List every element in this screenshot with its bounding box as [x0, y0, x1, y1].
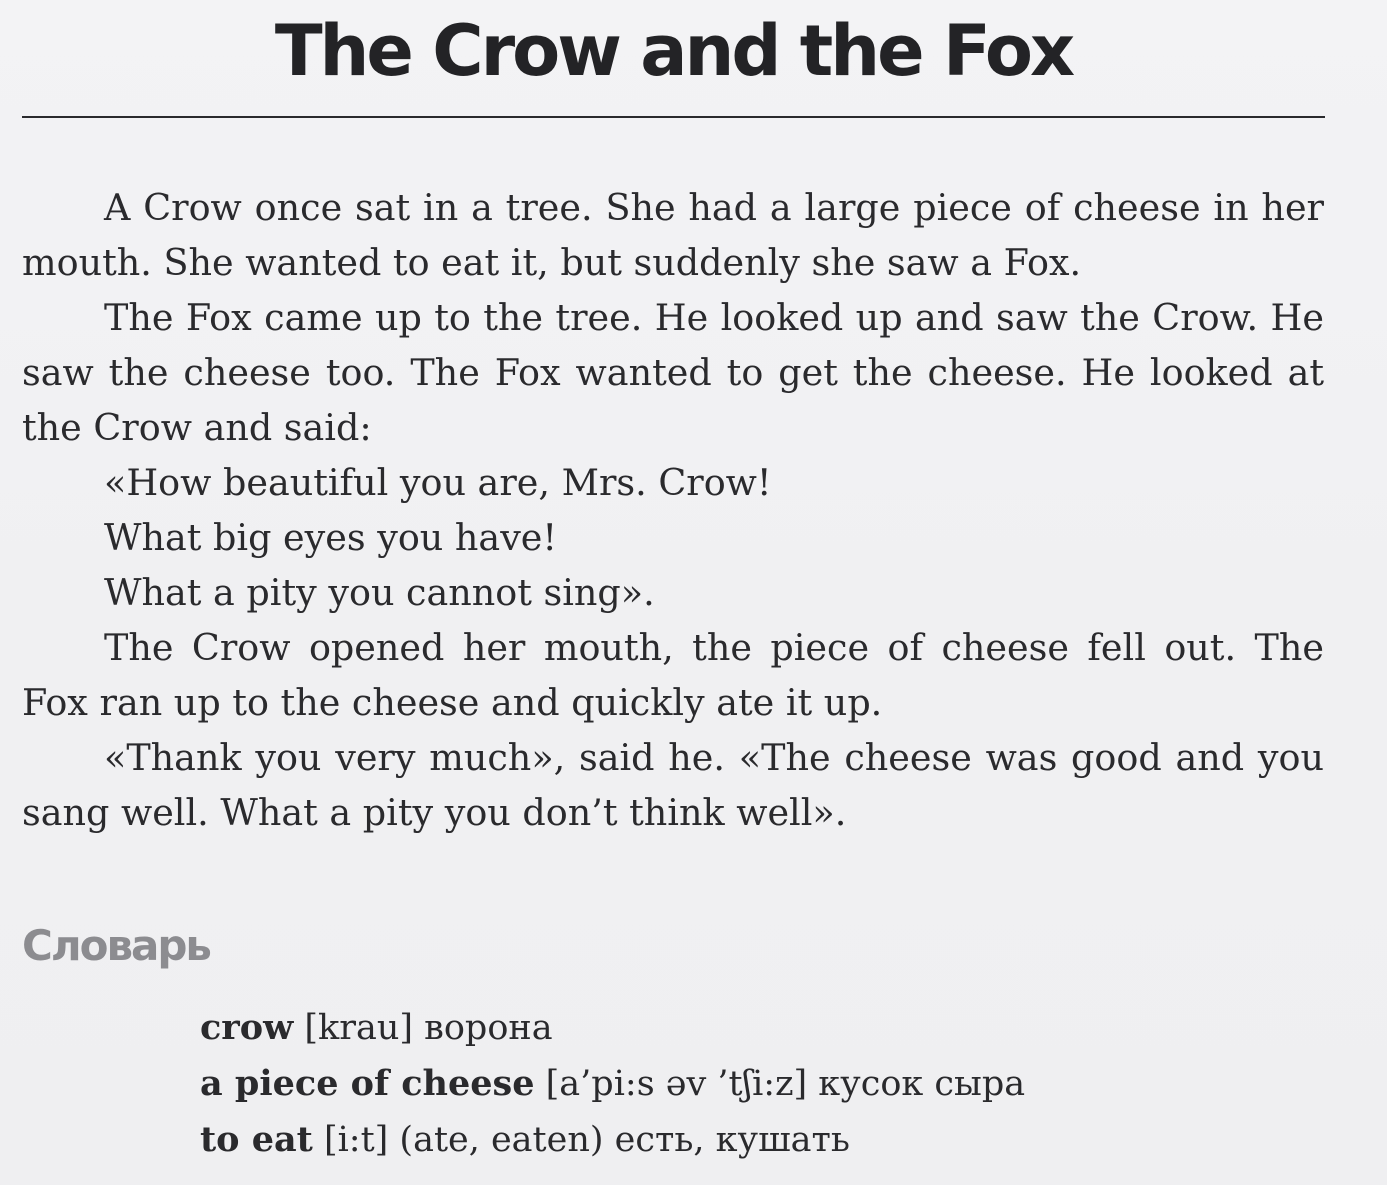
story-paragraph-3: The Crow opened her mouth, the piece of cheese fell out. The Fox ran up to the cheese and quickly ate it up.	[22, 626, 1324, 724]
story-paragraph-2: The Fox came up to the tree. He looked up and saw the Crow. He saw the cheese too. The Fox wanted to get the cheese. He looked at the Crow and said:	[22, 296, 1324, 449]
story-verse-line-3: What a pity you cannot sing».	[104, 571, 655, 614]
vocabulary-term: crow	[200, 1007, 294, 1048]
vocabulary-list	[200, 1000, 1350, 1168]
page-title: The Crow and the Fox	[274, 10, 1073, 92]
vocabulary-term: a piece of cheese	[200, 1063, 535, 1104]
story-paragraph-4: «Thank you very much», said he. «The cheese was good and you sang well. What a pity you don’t think well».	[22, 736, 1324, 834]
vocabulary-heading: Словарь	[22, 921, 210, 970]
story-verse-line-1: «How beautiful you are, Mrs. Crow!	[104, 461, 772, 504]
vocabulary-definition: [i:t] (ate, eaten) есть, кушать	[312, 1120, 850, 1160]
story-paragraph-1: A Crow once sat in a tree. She had a large piece of cheese in her mouth. She wanted to eat it, but suddenly she saw a Fox.	[22, 186, 1324, 284]
vocabulary-definition: [a’pi:s əv ’tʃi:z] кусок сыра	[534, 1064, 1026, 1104]
story-text	[22, 180, 1324, 840]
vocabulary-term: to eat	[200, 1119, 313, 1160]
title-divider	[22, 116, 1325, 118]
vocabulary-definition: [krau] ворона	[293, 1008, 553, 1048]
story-verse-line-2: What big eyes you have!	[104, 516, 558, 559]
vocabulary-entry	[200, 1056, 1350, 1112]
vocabulary-entry	[200, 1112, 1350, 1168]
vocabulary-entry	[200, 1000, 1350, 1056]
